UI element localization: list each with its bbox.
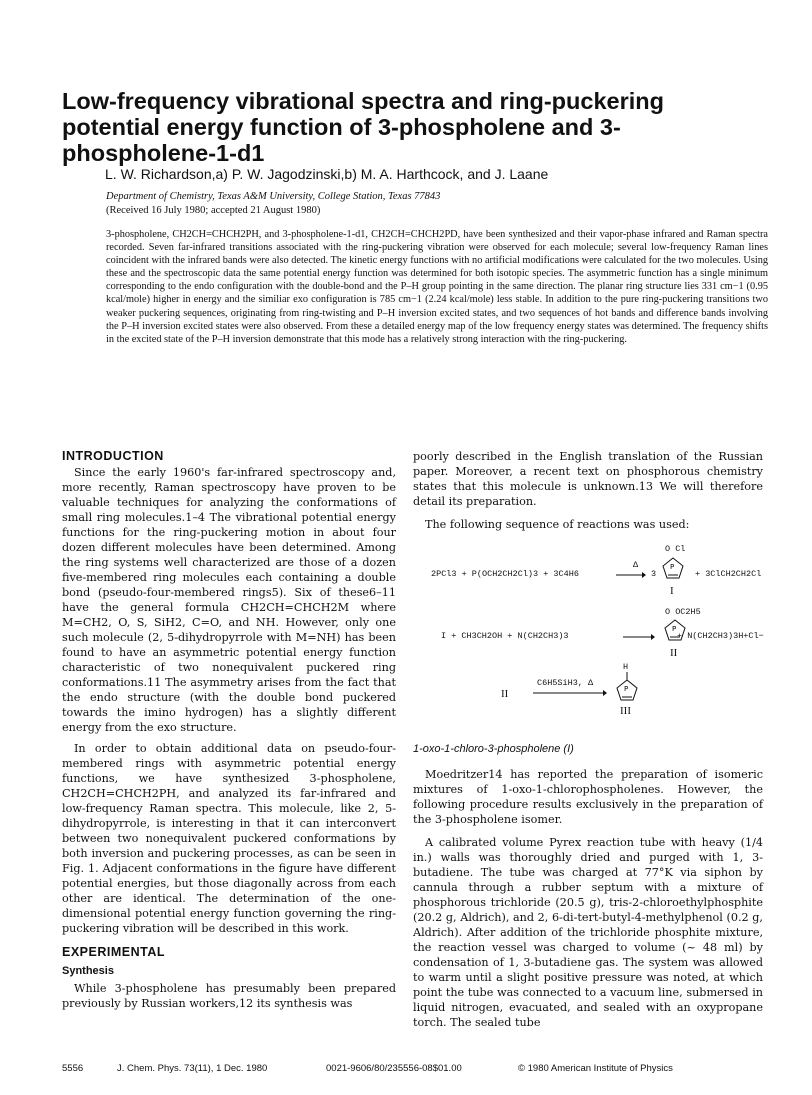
reaction2-byproduct: + N(CH2CH3)3H+Cl− bbox=[677, 631, 764, 641]
svg-text:P: P bbox=[624, 685, 629, 693]
received-date: (Received 16 July 1980; accepted 21 August 1980) bbox=[106, 205, 321, 216]
journal-citation: J. Chem. Phys. 73(11), 1 Dec. 1980 bbox=[117, 1063, 268, 1074]
doi-code: 0021-9606/80/235556-08$01.00 bbox=[326, 1063, 462, 1074]
compound-label-III: III bbox=[620, 705, 631, 717]
heading-synthesis: Synthesis bbox=[62, 965, 114, 977]
copyright: © 1980 American Institute of Physics bbox=[518, 1063, 673, 1074]
phospholene-ring-icon bbox=[615, 678, 639, 704]
reaction1-substituents: O Cl bbox=[665, 544, 686, 554]
reaction3-substituent: H bbox=[623, 662, 629, 672]
paragraph-moedritzer: Moedritzer14 has reported the preparation of isomeric mixtures of 1-oxo-1-chlorophospholenes. However, the following procedure results exclusively in the preparation of the 3-phospholene isomer. bbox=[413, 768, 763, 826]
reaction2-substituents: O OC2H5 bbox=[665, 607, 701, 617]
heading-introduction: INTRODUCTION bbox=[62, 449, 164, 463]
reaction3-reactant: II bbox=[501, 688, 509, 700]
phospholene-ring-icon bbox=[661, 556, 685, 582]
reaction1-arrow bbox=[616, 572, 646, 578]
reaction2-arrow bbox=[623, 634, 655, 640]
compound-label-I: I bbox=[670, 585, 674, 597]
reaction1-coefficient: 3 bbox=[651, 569, 657, 579]
synthesis-paragraph: While 3-phospholene has presumably been prepared previously by Russian workers,12 its synthesis was bbox=[62, 982, 396, 1010]
paragraph-prep: poorly described in the English translation of the Russian paper. Moreover, a recent text on phosphorous chemistry states that this molecule is unknown.13 We will therefore detail its preparation. bbox=[413, 450, 763, 508]
reaction2-reactants: I + CH3CH2OH + N(CH2CH3)3 bbox=[441, 631, 569, 641]
article-title: Low-frequency vibrational spectra and ring-puckering potential energy function of 3-phospholene and 3-phospholene-1-d1 bbox=[62, 88, 664, 166]
svg-text:P: P bbox=[672, 625, 677, 633]
reaction1-byproduct: + 3ClCH2CH2Cl bbox=[695, 569, 762, 579]
abstract: 3-phospholene, CH2CH=CHCH2PH, and 3-phospholene-1-d1, CH2CH=CHCH2PD, have been synthesized and their vapor-phase infrared and Raman spectra recorded. Seven far-infrared transitions associated with the ring-puckering vibration were observed for each molecule; several low-frequency Raman lines coincident with the infrared bands were also detected. The kinetic energy functions with no artificial modifications were calculated for the two molecules. Using these and the spectroscopic data the same potential energy function was determined for both isotopic species. The asymmetric function has a single minimum corresponding to the endo configuration with the double-bond and the P–H group pointing in the same direction. The planar ring structure lies 331 cm−1 (0.95 kcal/mole) higher in energy and the similiar exo configuration is 785 cm−1 (2.24 kcal/mole) less stable. In addition to the pure ring-puckering transitions two weaker puckering sequences, originating from ring-twisting and P–H inversion excited states, and two sequences of hot bands and difference bands involving the P–H inversion excited states were also observed. From these a detailed energy map of the low frequency energy states was determined. The frequency shifts in the excited state of the P–H inversion demonstrate that this mode has a relatively strong interaction with the ring-puckering. bbox=[106, 229, 768, 345]
intro-paragraph-1: Since the early 1960's far-infrared spectroscopy and, more recently, Raman spectroscopy have proven to be valuable techniques for analyzing the conformations of small ring molecules.1–4 The vibrational potential energy functions for the ring-puckering motion in about four dozen different molecules have been determined. Among the ring systems well characterized are those of a dozen five-membered ring molecules each containing a double bond (pseudo-four-membered rings5). Six of these6–11 have the general formula CH2CH=CHCH2M where M=CH2, O, S, SiH2, C=O, and NH. However, only one such molecule (2, 5-dihydropyrrole with M=NH) has been found to have an asymmetric potential energy function characteristic of two nonequivalent puckered ring conformations.11 The asymmetry arises from the fact that the endo structure (with the double bond puckered towards the imino hydrogen) has a slightly different energy from the exo structure. bbox=[62, 466, 396, 734]
left-column bbox=[62, 449, 396, 1011]
page-number: 5556 bbox=[62, 1063, 84, 1074]
intro-paragraph-2: In order to obtain additional data on pseudo-four-membered rings with asymmetric potential energy functions, we have synthesized 3-phospholene, CH2CH=CHCH2PH, and analyzed its far-infrared and low-frequency Raman spectra. This molecule, like 2, 5-dihydropyrrole, is interesting in that it can interconvert between two nonequivalent puckered conformations by both inversion and puckering processes, as can be seen in Fig. 1. Adjacent conformations in the figure have different potential energies, but those diagonally across from each other are identical. The determination of the one-dimensional potential energy function governing the ring-puckering vibration will be described in this work. bbox=[62, 742, 396, 935]
svg-text:P: P bbox=[670, 563, 675, 571]
reaction1-reactants: 2PCl3 + P(OCH2CH2Cl)3 + 3C4H6 bbox=[431, 569, 579, 579]
compound-label-II: II bbox=[670, 647, 678, 659]
heading-experimental: EXPERIMENTAL bbox=[62, 945, 165, 959]
right-column-top bbox=[413, 449, 763, 532]
reaction-scheme bbox=[413, 540, 763, 718]
author-list: L. W. Richardson,a) P. W. Jagodzinski,b) M. A. Harthcock, and J. Laane bbox=[105, 166, 549, 182]
right-column-bottom bbox=[413, 742, 763, 1030]
reaction1-arrow-label: Δ bbox=[633, 560, 639, 570]
affiliation: Department of Chemistry, Texas A&M University, College Station, Texas 77843 bbox=[106, 191, 441, 202]
heading-compound-I: 1-oxo-1-chloro-3-phospholene (I) bbox=[413, 743, 574, 755]
reaction3-arrow bbox=[533, 690, 607, 696]
paragraph-reactions-intro: The following sequence of reactions was used: bbox=[425, 518, 690, 531]
paragraph-procedure: A calibrated volume Pyrex reaction tube with heavy (1/4 in.) walls was thoroughly dried and purged with 1, 3-butadiene. The tube was charged at 77°K via siphon by cannula through a rubber septum with a mixture of phosphorous trichloride (20.5 g), tris-2-chloroethylphosphite (20.2 g, Aldrich), and 2, 6-di-tert-butyl-4-methylphenol (0.2 g, Aldrich). After addition of the trichloride phosphite mixture, the reaction vessel was charged to volume (~ 48 ml) by condensation of 1, 3-butadiene gas. The system was allowed to warm until a slight positive pressure was noted, at which point the tube was connected to a vacuum line, submersed in liquid nitrogen, evacuated, and sealed with an oxypropane torch. The sealed tube bbox=[413, 836, 763, 1029]
reaction3-arrow-label: C6H5SiH3, Δ bbox=[537, 678, 594, 688]
